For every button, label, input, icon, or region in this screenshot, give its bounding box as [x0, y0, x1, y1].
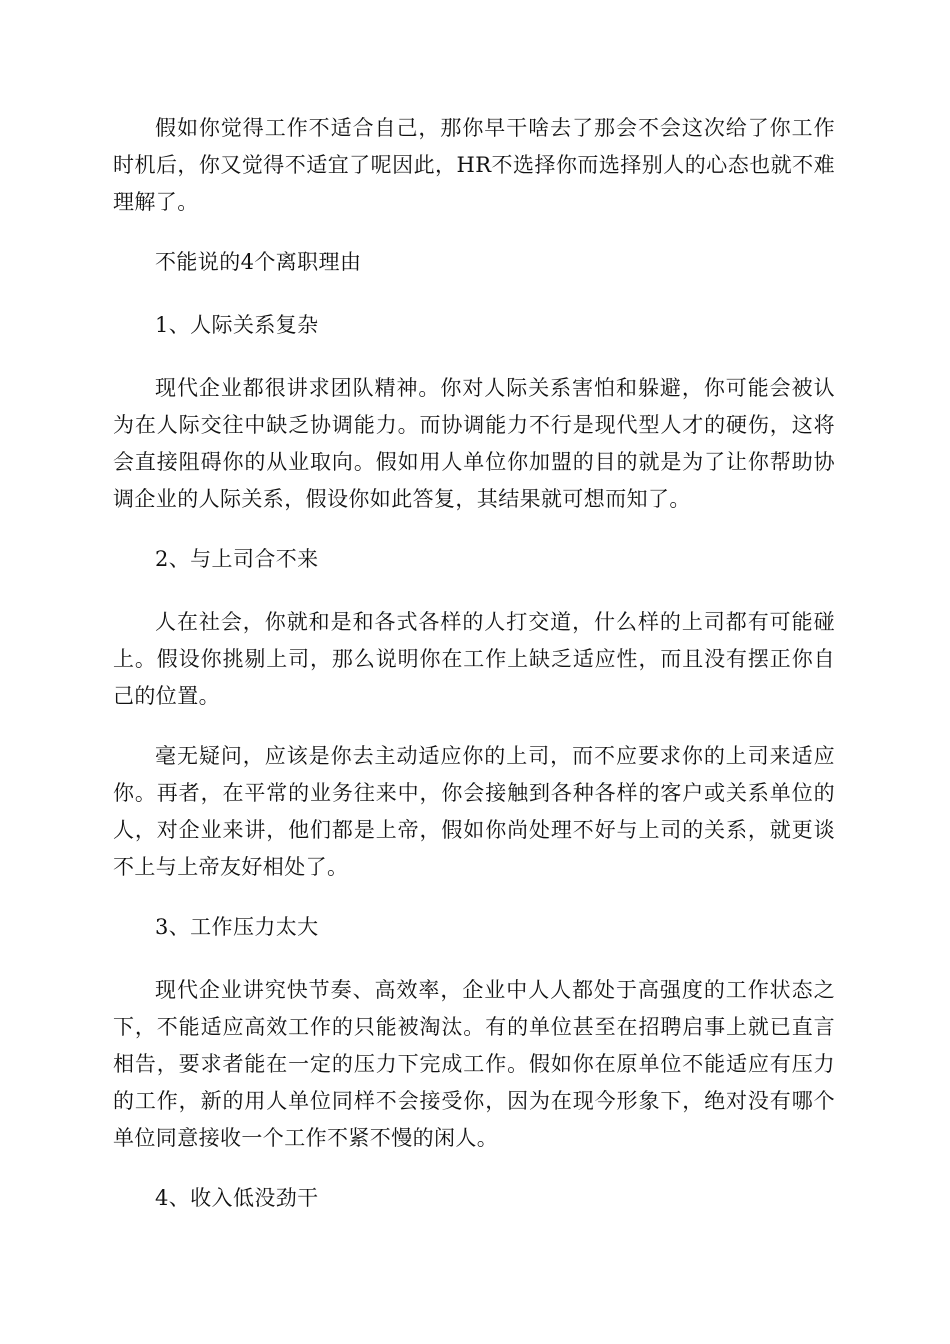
reason-heading-3: 3、工作压力太大 [155, 915, 319, 939]
reason-heading-2: 2、与上司合不来 [155, 547, 319, 571]
document-body [113, 110, 835, 1243]
reason-heading-1: 1、人际关系复杂 [155, 313, 319, 337]
paragraph-reason-2a: 人在社会，你就和是和各式各样的人打交道，什么样的上司都有可能碰上。假设你挑剔上司，那么说明你在工作上缺乏适应性，而且没有摆正你自己的位置。 [113, 610, 835, 708]
paragraph-hr-reasoning: 假如你觉得工作不适合自己，那你早干啥去了那会不会这次给了你工作时机后，你又觉得不适宜了呢因此，HR不选择你而选择别人的心态也就不难理解了。 [113, 116, 835, 214]
paragraph-reason-1: 现代企业都很讲求团队精神。你对人际关系害怕和躲避，你可能会被认为在人际交往中缺乏协调能力。而协调能力不行是现代型人才的硬伤，这将会直接阻碍你的从业取向。假如用人单位你加盟的目的就是为了让你帮助协调企业的人际关系，假设你如此答复，其结果就可想而知了。 [113, 376, 835, 511]
paragraph-reason-3: 现代企业讲究快节奏、高效率，企业中人人都处于高强度的工作状态之下，不能适应高效工作的只能被淘汰。有的单位甚至在招聘启事上就已直言相告，要求者能在一定的压力下完成工作。假如你在原单位不能适应有压力的工作，新的用人单位同样不会接受你，因为在现今形象下，绝对没有哪个单位同意接收一个工作不紧不慢的闲人。 [113, 978, 835, 1150]
section-heading-four-reasons: 不能说的4个离职理由 [155, 250, 362, 274]
reason-heading-4: 4、收入低没劲干 [155, 1186, 319, 1210]
paragraph-reason-2b: 毫无疑问，应该是你去主动适应你的上司，而不应要求你的上司来适应你。再者，在平常的业务往来中，你会接触到各种各样的客户或关系单位的人，对企业来讲，他们都是上帝，假如你尚处理不好与上司的关系，就更谈不上与上帝友好相处了。 [113, 744, 835, 879]
